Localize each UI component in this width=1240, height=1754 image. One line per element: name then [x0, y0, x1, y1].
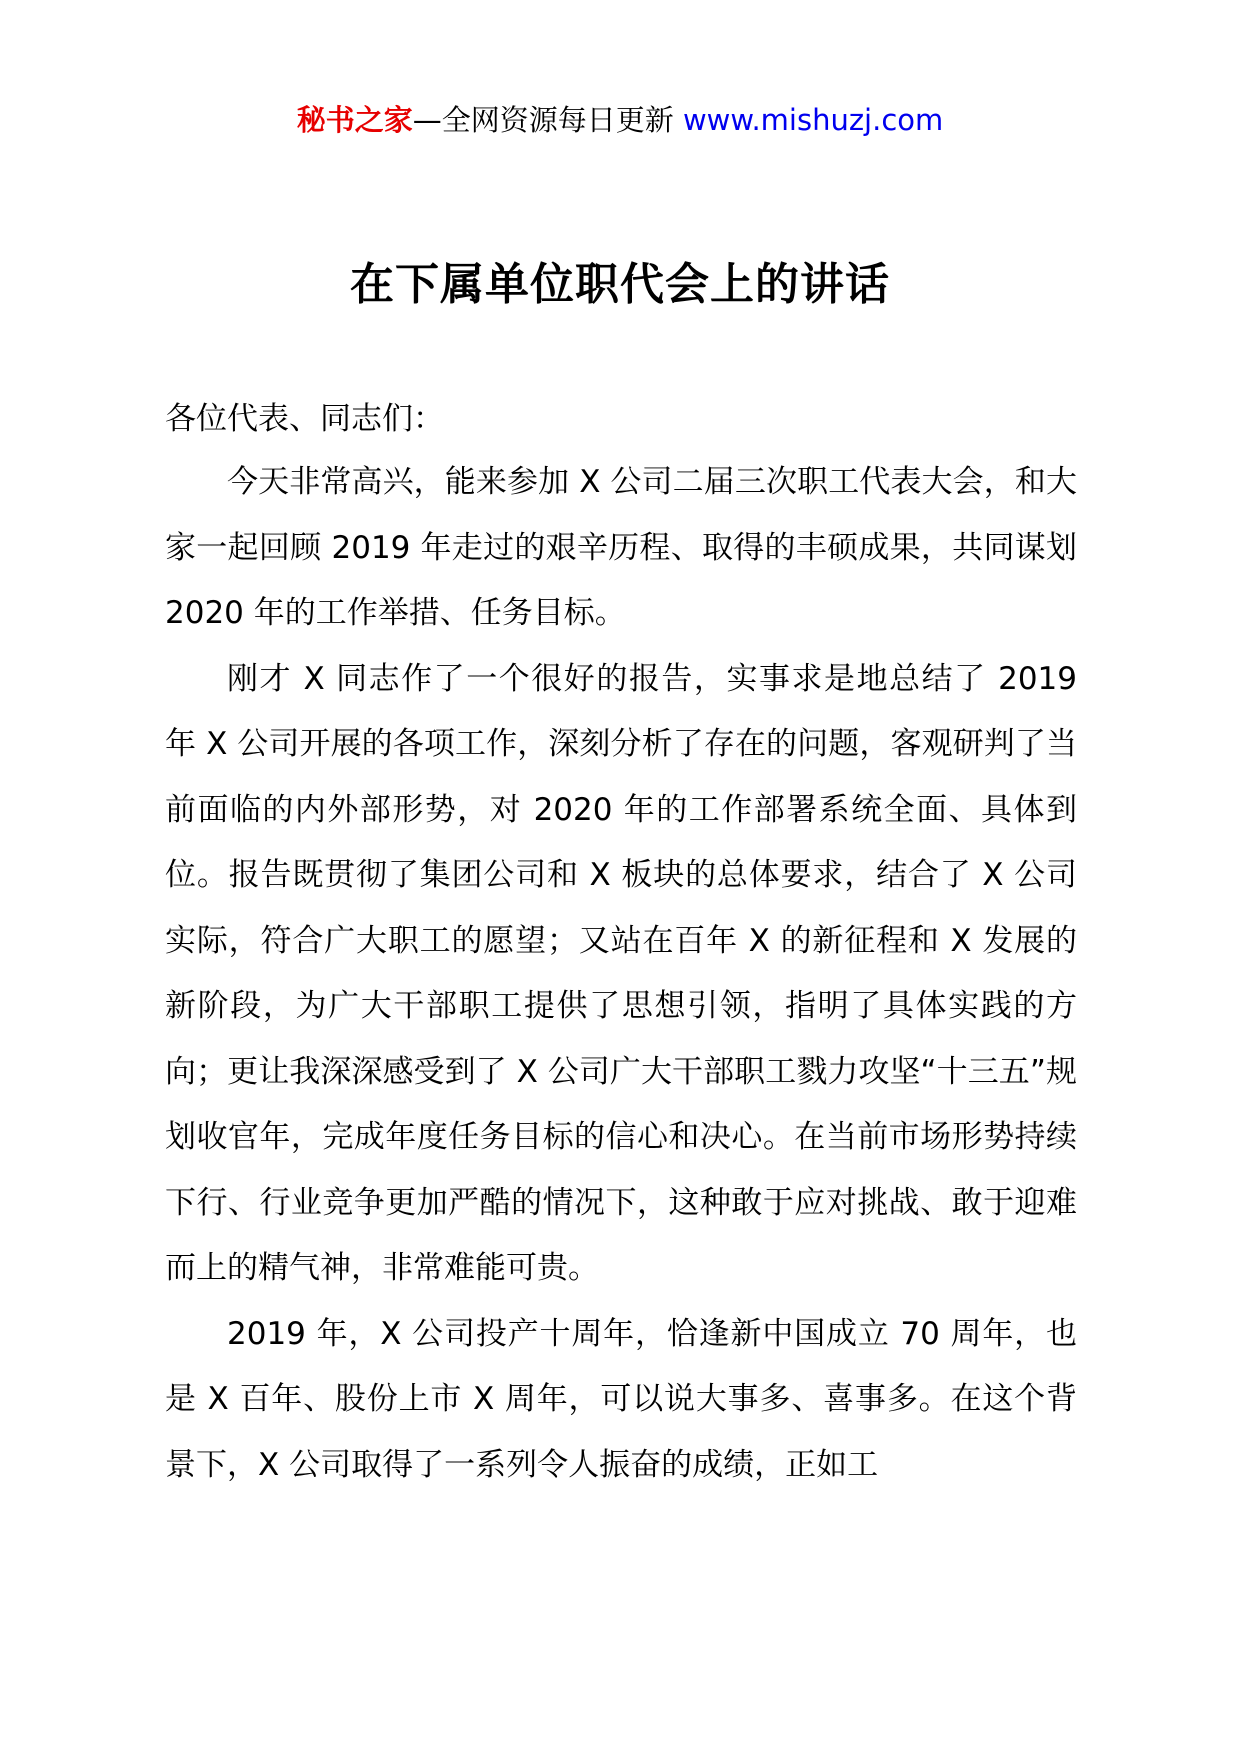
site-url-link[interactable]: www.mishuzj.com: [682, 103, 944, 137]
body-paragraph-2: 刚才 X 同志作了一个很好的报告，实事求是地总结了 2019 年 X 公司开展的各项工作，深刻分析了存在的问题，客观研判了当前面临的内外部形势，对 2020 年的工作部署系统全面、具体到位。报告既贯彻了集团公司和 X 板块的总体要求，结合了 X 公司实际，符合广大职工的愿望；又站在百年 X 的新征程和 X 发展的新阶段，为广大干部职工提供了思想引领，指明了具体实践的方向；更让我深深感受到了 X 公司广大干部职工戮力攻坚“十三五”规划收官年，完成年度任务目标的信心和决心。在当前市场形势持续下行、行业竞争更加严酷的情况下，这种敢于应对挑战、敢于迎难而上的精气神，非常难能可贵。: [165, 660, 1077, 1286]
document-title: 在下属单位职代会上的讲话: [350, 259, 890, 310]
document-body: [165, 386, 1077, 1498]
site-tagline: —全网资源每日更新: [412, 103, 674, 137]
body-paragraph-1: 今天非常高兴，能来参加 X 公司二届三次职工代表大会，和大家一起回顾 2019 年走过的艰辛历程、取得的丰硕成果，共同谋划 2020 年的工作举措、任务目标。: [165, 464, 1077, 631]
body-paragraph-3: 2019 年，X 公司投产十周年，恰逢新中国成立 70 周年，也是 X 百年、股份上市 X 周年，可以说大事多、喜事多。在这个背景下，X 公司取得了一系列令人振奋的成绩，正如工: [165, 1315, 1077, 1483]
salutation-line: 各位代表、同志们：: [165, 401, 444, 437]
site-brand-name: 秘书之家: [296, 103, 413, 137]
site-header-banner: [0, 100, 1240, 140]
